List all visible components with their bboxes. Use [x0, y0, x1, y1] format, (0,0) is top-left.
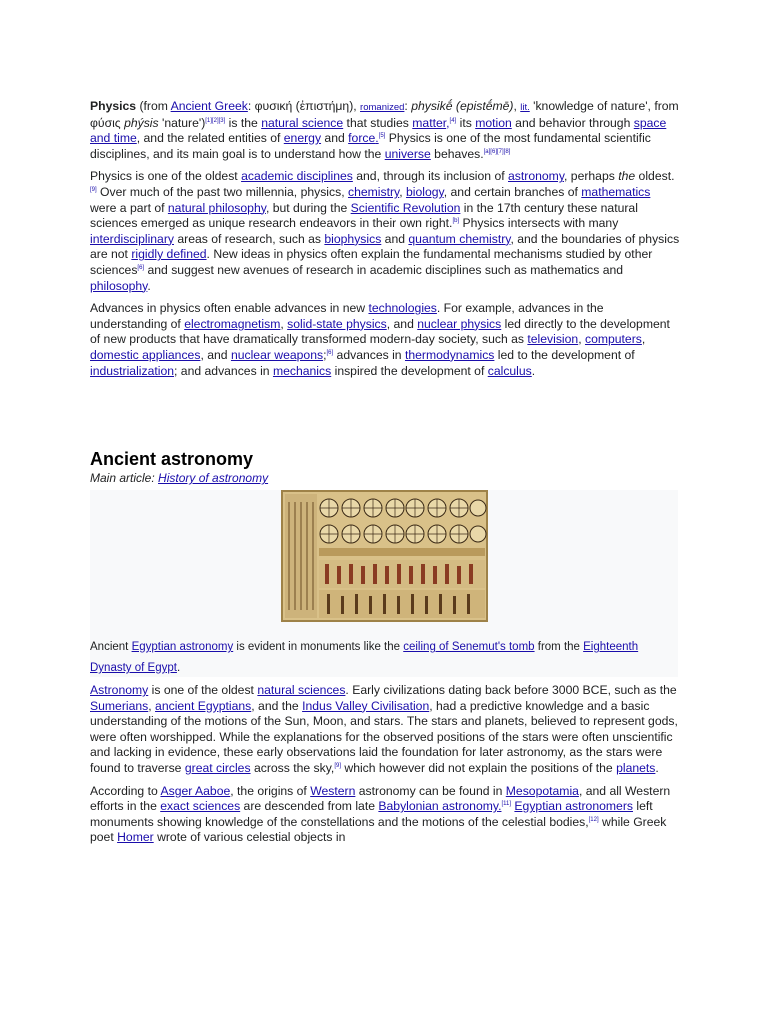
inline-link[interactable]: quantum chemistry [408, 231, 511, 246]
body-text: ; and advances in [174, 363, 273, 378]
italic-text: phýsis [124, 115, 159, 130]
body-text: and, through its inclusion of [352, 169, 509, 184]
inline-link[interactable]: lit. [520, 102, 530, 113]
citation-ref[interactable]: [1][2][3] [205, 117, 226, 124]
inline-link[interactable]: Eighteenth Dynasty of Egypt [90, 641, 639, 675]
inline-link[interactable]: solid-state physics [287, 316, 387, 331]
body-text: Physics intersects with many [459, 216, 619, 231]
inline-link[interactable]: universe [384, 146, 431, 161]
western-astronomy-paragraph [90, 784, 680, 846]
body-text: , perhaps [564, 169, 619, 184]
inline-link[interactable]: Babylonian astronomy [378, 799, 499, 814]
figure-caption [90, 637, 670, 679]
body-text: which however did not explain the positions of the [341, 761, 617, 776]
body-text: Advances in physics often enable advances in new [90, 301, 369, 316]
inline-link[interactable]: . [375, 131, 379, 146]
body-text: that studies [343, 115, 413, 130]
citation-ref[interactable]: [11] [501, 801, 512, 808]
inline-link[interactable]: technologies [368, 301, 437, 316]
citation-ref[interactable]: [5] [378, 133, 386, 140]
body-text: . Early civilizations dating back before 3000 BCE, such as the [345, 683, 677, 698]
body-text: oldest. [635, 169, 675, 184]
body-text: behaves. [430, 146, 484, 161]
body-text: in the 17th century these natural sciences emerged as unique research endeavors in their own right. [90, 200, 638, 231]
inline-link[interactable]: ancient Egyptians [155, 698, 252, 713]
body-text: is evident in monuments like the [233, 641, 404, 654]
inline-link[interactable]: Egyptian astronomers [514, 799, 633, 814]
inline-link[interactable]: . [498, 799, 502, 814]
inline-link[interactable]: Astronomy [90, 683, 149, 698]
inline-link[interactable]: Mesopotamia [505, 783, 579, 798]
body-text: advances in [333, 347, 405, 362]
body-text: , and [386, 316, 418, 331]
inline-link[interactable]: thermodynamics [404, 347, 495, 362]
inline-link[interactable]: biology [406, 184, 444, 199]
inline-link[interactable]: Western [310, 783, 356, 798]
body-text: were a part of [90, 200, 168, 215]
body-text: : φυσική (ἐπιστήμη), [247, 99, 361, 113]
body-text: and [321, 131, 349, 146]
body-text: . [147, 278, 151, 293]
body-text: areas of research, such as [174, 231, 325, 246]
body-text: while Greek poet [90, 814, 667, 845]
inline-link[interactable]: natural philosophy [167, 200, 266, 215]
inline-link[interactable]: electromagnetism [184, 316, 281, 331]
applications-paragraph [90, 301, 680, 379]
body-text: and [381, 231, 409, 246]
inline-link[interactable]: ceiling of Senemut's tomb [403, 641, 535, 654]
inline-link[interactable]: calculus [487, 363, 532, 378]
citation-ref[interactable]: [b] [452, 218, 460, 225]
inline-link[interactable]: domestic appliances [90, 347, 201, 362]
inline-link[interactable]: industrialization [90, 363, 175, 378]
history-paragraph [90, 169, 680, 294]
body-text: : [404, 99, 412, 113]
inline-link[interactable]: great circles [184, 761, 251, 776]
inline-link[interactable]: rigidly defined [131, 247, 207, 262]
body-text: . For example, advances in the understanding of [90, 301, 604, 331]
body-text: is the [225, 115, 262, 130]
body-text: , the origins of [230, 783, 311, 798]
inline-link[interactable]: energy [283, 131, 322, 146]
inline-link[interactable]: force [348, 131, 376, 146]
body-text: ; [323, 347, 327, 362]
inline-link[interactable]: matter [412, 115, 447, 130]
inline-link[interactable]: Sumerians [90, 698, 149, 713]
inline-link[interactable]: interdisciplinary [90, 231, 174, 246]
body-text: from the [534, 641, 584, 654]
body-text: , and the related entities of [136, 131, 284, 146]
body-text: is one of the oldest [148, 683, 258, 698]
history-of-astronomy-link[interactable]: History of astronomy [158, 471, 269, 486]
italic-text: the [618, 169, 636, 184]
inline-link[interactable]: chemistry [347, 184, 400, 199]
body-text: astronomy can be found in [355, 783, 506, 798]
bold-term: Physics [90, 99, 137, 113]
body-text: , had a predictive knowledge and a basic understanding of the motions of the Sun, Moon, and stars. The stars and planets, believed to represent gods, were often worshipped. While the explanations for the observed positions of the stars were often unscientific and lacking in evidence, these early observations laid the foundation for later astronomy, as the stars were found to traverse [90, 698, 678, 776]
body-text: . [176, 662, 181, 675]
inline-link[interactable]: motion [475, 115, 512, 130]
body-text: Physics is one of the oldest [90, 169, 242, 184]
inline-link[interactable]: Indus Valley Civilisation [302, 698, 430, 713]
body-text: , and the [251, 698, 303, 713]
inline-link[interactable]: romanized [360, 102, 405, 113]
body-text: inspired the development of [331, 363, 488, 378]
body-text: , [148, 698, 156, 713]
body-text: . [531, 363, 536, 378]
body-text: According to [90, 783, 161, 798]
citation-ref[interactable]: [12] [588, 816, 599, 823]
inline-link[interactable]: Ancient Greek [170, 99, 248, 113]
inline-link[interactable]: television [527, 332, 579, 347]
body-text: . New ideas in physics often explain the fundamental mechanisms studied by other sciences [90, 247, 653, 277]
body-text: are descended from late [240, 799, 379, 814]
body-text: , [513, 99, 521, 113]
body-text: Physics is one of the most fundamental scientific disciplines, and its main goal is to understand how the [90, 131, 651, 161]
body-text: , and all Western efforts in the [90, 783, 671, 814]
citation-ref[interactable]: [4] [449, 117, 457, 124]
inline-link[interactable]: natural science [261, 115, 344, 130]
inline-link[interactable]: nuclear physics [417, 316, 502, 331]
body-text: wrote of various celestial objects in [153, 830, 346, 845]
inline-link[interactable]: , [446, 115, 450, 130]
inline-link[interactable]: planets [616, 761, 656, 776]
inline-link[interactable]: Egyptian astronomy [131, 641, 234, 654]
body-text: across the sky, [250, 761, 335, 776]
inline-link[interactable]: academic disciplines [241, 169, 353, 184]
hatnote-prefix: Main article: [90, 471, 159, 486]
intro-paragraph [90, 99, 680, 162]
body-text: , and the boundaries of physics are not [90, 231, 680, 262]
body-text: its [456, 115, 476, 130]
body-text: , but during the [265, 200, 351, 215]
body-text: Over much of the past two millennia, physics, [96, 184, 348, 199]
citation-ref[interactable]: [6] [326, 349, 334, 356]
section-heading: Ancient astronomy [90, 449, 254, 470]
senemut-tomb-ceiling-image[interactable] [281, 490, 488, 622]
body-text: led directly to the development of new products that have dramatically transformed modern-day society, such as [90, 316, 670, 347]
italic-text: physikḗ (epistḗmē) [411, 99, 514, 113]
citation-ref[interactable]: [6] [137, 264, 145, 271]
inline-link[interactable]: natural sciences [257, 683, 346, 698]
citation-ref[interactable]: [9] [90, 186, 97, 193]
body-text: . [655, 761, 659, 776]
body-text: , [641, 332, 646, 347]
body-text: , [280, 316, 288, 331]
astronomy-paragraph [90, 683, 680, 777]
body-text: , [399, 184, 407, 199]
body-text: left monuments showing knowledge of the constellations and the motions of the celestial bodies, [90, 799, 653, 829]
body-text: led to the development of [494, 347, 635, 362]
article-content [90, 99, 680, 853]
body-text: and suggest new avenues of research in academic disciplines such as mathematics and [144, 262, 624, 277]
inline-link[interactable]: philosophy [90, 278, 148, 293]
inline-link[interactable]: mathematics [581, 184, 651, 199]
body-text: , [578, 332, 585, 347]
citation-ref[interactable]: [a][6][7][8] [483, 148, 511, 155]
body-text: , and [200, 347, 231, 362]
inline-link[interactable]: astronomy [508, 169, 565, 184]
body-text: Ancient [90, 641, 132, 654]
body-text: 'knowledge of nature', from φύσις [90, 99, 679, 130]
section-spacer [90, 386, 680, 448]
inline-link[interactable]: Asger Aaboe [160, 783, 231, 798]
main-article-hatnote [90, 470, 680, 486]
inline-link[interactable]: Scientific Revolution [350, 200, 461, 215]
inline-link[interactable]: computers [584, 332, 642, 347]
inline-link[interactable]: biophysics [324, 231, 382, 246]
citation-ref[interactable]: [9] [334, 763, 341, 769]
body-text: , and certain branches of [443, 184, 582, 199]
body-text: (from [136, 99, 171, 113]
body-text: and behavior through [511, 115, 634, 130]
inline-link[interactable]: space and time [90, 115, 667, 146]
body-text: 'nature') [158, 115, 206, 130]
inline-link[interactable]: exact sciences [160, 799, 241, 814]
inline-link[interactable]: mechanics [272, 363, 332, 378]
inline-link[interactable]: Homer [117, 830, 154, 845]
figure-box [90, 490, 678, 677]
inline-link[interactable]: nuclear weapons [230, 347, 324, 362]
